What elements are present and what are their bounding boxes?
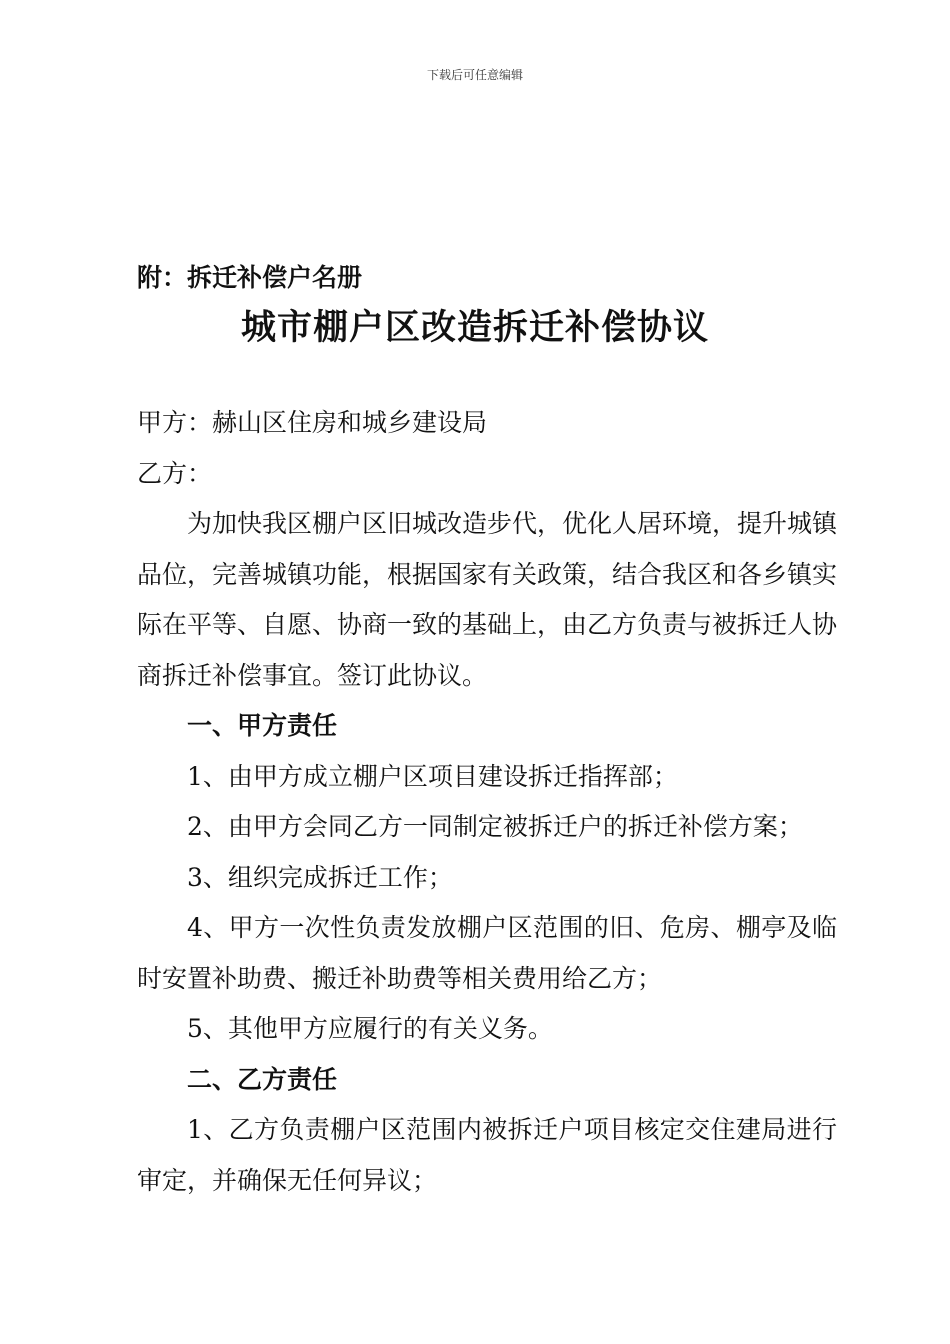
page-header-note: 下载后可任意编辑 bbox=[426, 68, 523, 82]
attachment-label: 附：拆迁补偿户名册 bbox=[137, 263, 363, 292]
intro-paragraph: 为加快我区棚户区旧城改造步代，优化人居环境，提升城镇品位，完善城镇功能，根据国家有关政策，结合我区和各乡镇实际在平等、自愿、协商一致的基础上，由乙方负责与被拆迁人协商拆迁补偿事宜。签订此协议。 bbox=[137, 509, 838, 690]
party-a-item: 5、其他甲方应履行的有关义务。 bbox=[187, 1014, 553, 1043]
document-body bbox=[137, 398, 837, 1206]
party-a-item: 3、组织完成拆迁工作； bbox=[187, 862, 453, 892]
party-a-item: 2、由甲方会同乙方一同制定被拆迁户的拆迁补偿方案； bbox=[187, 812, 803, 841]
section-heading-party-a: 一、甲方责任 bbox=[187, 711, 338, 740]
document-title: 城市棚户区改造拆迁补偿协议 bbox=[240, 307, 709, 348]
party-a-line: 甲方：赫山区住房和城乡建设局 bbox=[137, 408, 488, 437]
party-a-item: 1、由甲方成立棚户区项目建设拆迁指挥部； bbox=[187, 761, 678, 791]
party-a-item: 4、甲方一次性负责发放棚户区范围的旧、危房、棚亭及临时安置补助费、搬迁补助费等相关费用给乙方； bbox=[137, 913, 837, 993]
party-b-item: 1、乙方负责棚户区范围内被拆迁户项目核定交住建局进行审定，并确保无任何异议； bbox=[137, 1115, 837, 1195]
party-b-line: 乙方： bbox=[137, 458, 213, 488]
section-heading-party-b: 二、乙方责任 bbox=[187, 1064, 338, 1094]
